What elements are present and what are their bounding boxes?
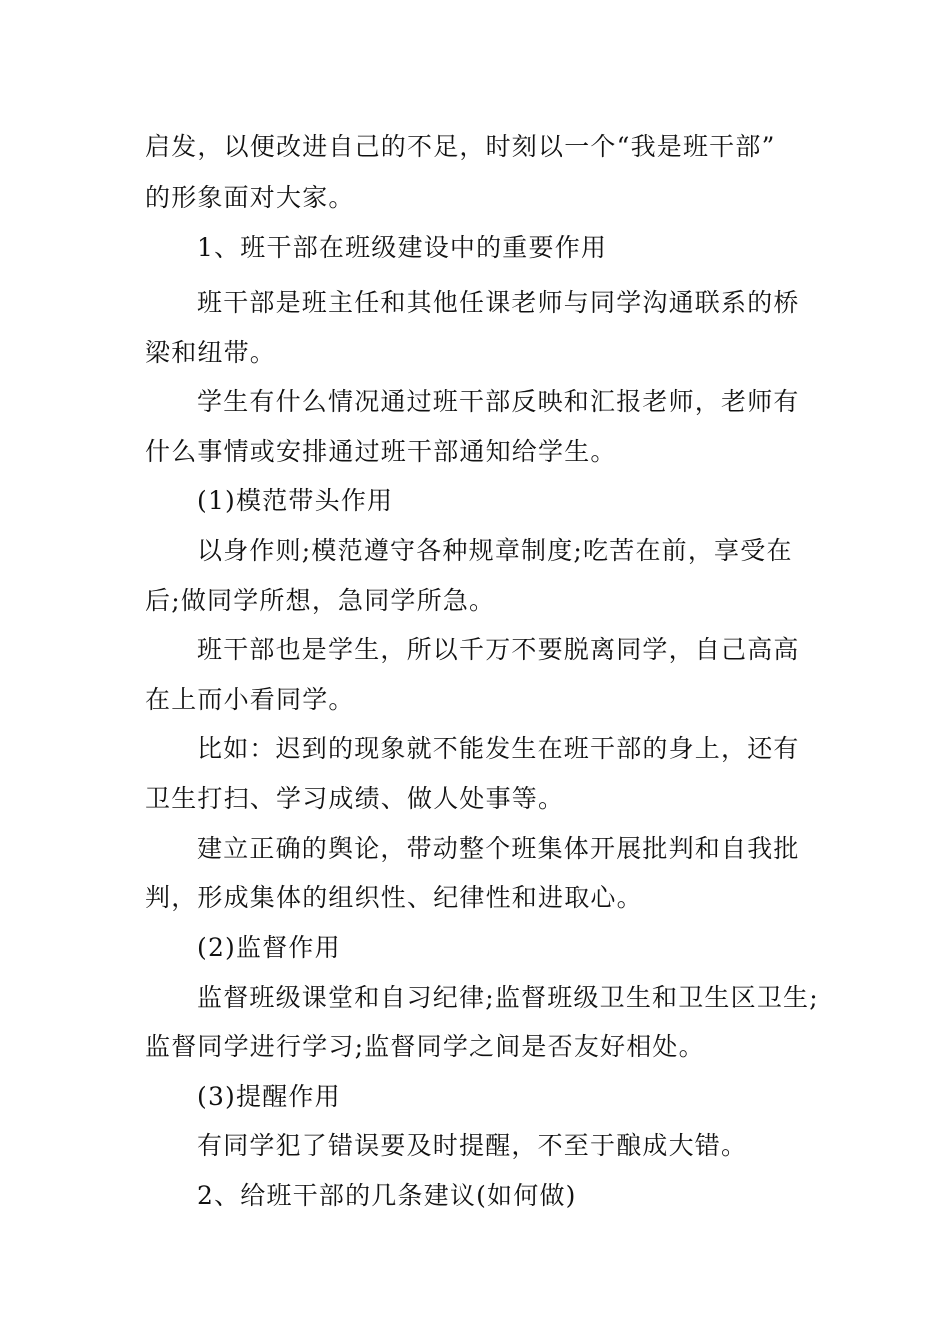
text-line: 建立正确的舆论，带动整个班集体开展批判和自我批 xyxy=(197,834,800,863)
text-line: 班干部是班主任和其他任课老师与同学沟通联系的桥 xyxy=(197,288,800,317)
text-line: 有同学犯了错误要及时提醒，不至于酿成大错。 xyxy=(197,1131,748,1160)
text-line: 的形象面对大家。 xyxy=(145,183,355,212)
text-line: 在上而小看同学。 xyxy=(145,685,355,714)
text-line: 监督同学进行学习;监督同学之间是否友好相处。 xyxy=(145,1032,705,1061)
text-line: 卫生打扫、学习成绩、做人处事等。 xyxy=(145,784,565,813)
text-line: 以身作则;模范遵守各种规章制度;吃苦在前，享受在 xyxy=(197,536,793,565)
text-line: 什么事情或安排通过班干部通知给学生。 xyxy=(145,437,617,466)
subsection-heading: (2)监督作用 xyxy=(197,933,341,962)
text-line: 监督班级课堂和自习纪律;监督班级卫生和卫生区卫生; xyxy=(197,983,819,1012)
subsection-heading: (1)模范带头作用 xyxy=(197,486,394,515)
section-heading: 1、班干部在班级建设中的重要作用 xyxy=(197,233,608,262)
text-line: 启发，以便改进自己的不足，时刻以一个“我是班干部” xyxy=(145,132,776,161)
text-line: 班干部也是学生，所以千万不要脱离同学，自己高高 xyxy=(197,635,800,664)
text-line: 比如：迟到的现象就不能发生在班干部的身上，还有 xyxy=(197,734,800,763)
text-line: 学生有什么情况通过班干部反映和汇报老师，老师有 xyxy=(197,387,800,416)
subsection-heading: (3)提醒作用 xyxy=(197,1082,341,1111)
text-line: 梁和纽带。 xyxy=(145,338,277,367)
section-heading: 2、给班干部的几条建议(如何做) xyxy=(197,1181,577,1210)
text-line: 后;做同学所想，急同学所急。 xyxy=(145,586,496,615)
text-line: 判，形成集体的组织性、纪律性和进取心。 xyxy=(145,883,643,912)
